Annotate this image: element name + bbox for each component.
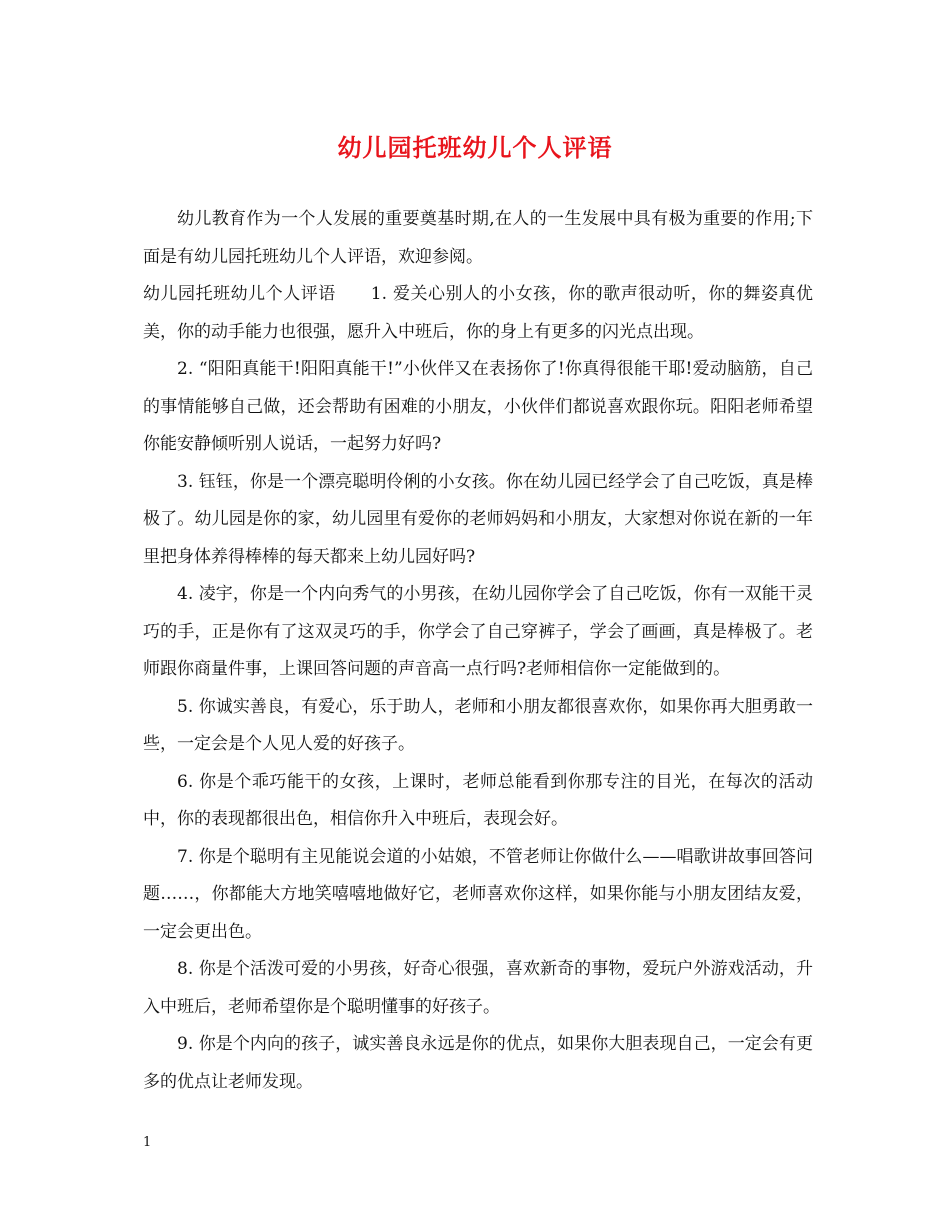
page-number: 1 [143,1135,152,1150]
comment-paragraph-3: 3. 钰钰，你是一个漂亮聪明伶俐的小女孩。你在幼儿园已经学会了自己吃饭，真是棒极了。幼儿园是你的家，幼儿园里有爱你的老师妈妈和小朋友，大家想对你说在新的一年里把身体养得棒棒的每天都来上幼儿园好吗? [143,471,813,567]
comment-paragraph-4: 4. 凌宇，你是一个内向秀气的小男孩，在幼儿园你学会了自己吃饭，你有一双能干灵巧的手，正是你有了这双灵巧的手，你学会了自己穿裤子，学会了画画，真是棒极了。老师跟你商量件事，上课回答问题的声音高一点行吗?老师相信你一定能做到的。 [143,584,813,679]
comment-paragraph-6: 6. 你是个乖巧能干的女孩，上课时，老师总能看到你那专注的目光，在每次的活动中，你的表现都很出色，相信你升入中班后，表现会好。 [143,771,813,829]
comment-paragraph-2: 2. “阳阳真能干!阳阳真能干!”小伙伴又在表扬你了!你真得很能干耶!爱动脑筋，自己的事情能够自己做，还会帮助有困难的小朋友，小伙伴们都说喜欢跟你玩。阳阳老师希望你能安静倾听别人说话，一起努力好吗? [143,359,813,454]
intro-paragraph: 幼儿教育作为一个人发展的重要奠基时期,在人的一生发展中具有极为重要的作用;下面是有幼儿园托班幼儿个人评语，欢迎参阅。 [143,209,813,267]
document-body [143,201,813,1101]
comment-paragraph-5: 5. 你诚实善良，有爱心，乐于助人，老师和小朋友都很喜欢你，如果你再大胆勇敢一些，一定会是个人见人爱的好孩子。 [143,696,813,754]
comment-paragraph-9: 9. 你是个内向的孩子，诚实善良永远是你的优点，如果你大胆表现自己，一定会有更多的优点让老师发现。 [143,1034,813,1092]
document-title: 幼儿园托班幼儿个人评语 [337,133,613,162]
comment-paragraph-8: 8. 你是个活泼可爱的小男孩，好奇心很强，喜欢新奇的事物，爱玩户外游戏活动，升入中班后，老师希望你是个聪明懂事的好孩子。 [143,959,813,1017]
subheading-paragraph: 幼儿园托班幼儿个人评语 1. 爱关心别人的小女孩，你的歌声很动听，你的舞姿真优美，你的动手能力也很强，愿升入中班后，你的身上有更多的闪光点出现。 [143,284,813,342]
comment-paragraph-7: 7. 你是个聪明有主见能说会道的小姑娘，不管老师让你做什么——唱歌讲故事回答问题……，你都能大方地笑嘻嘻地做好它，老师喜欢你这样，如果你能与小朋友团结友爱，一定会更出色。 [143,846,813,942]
